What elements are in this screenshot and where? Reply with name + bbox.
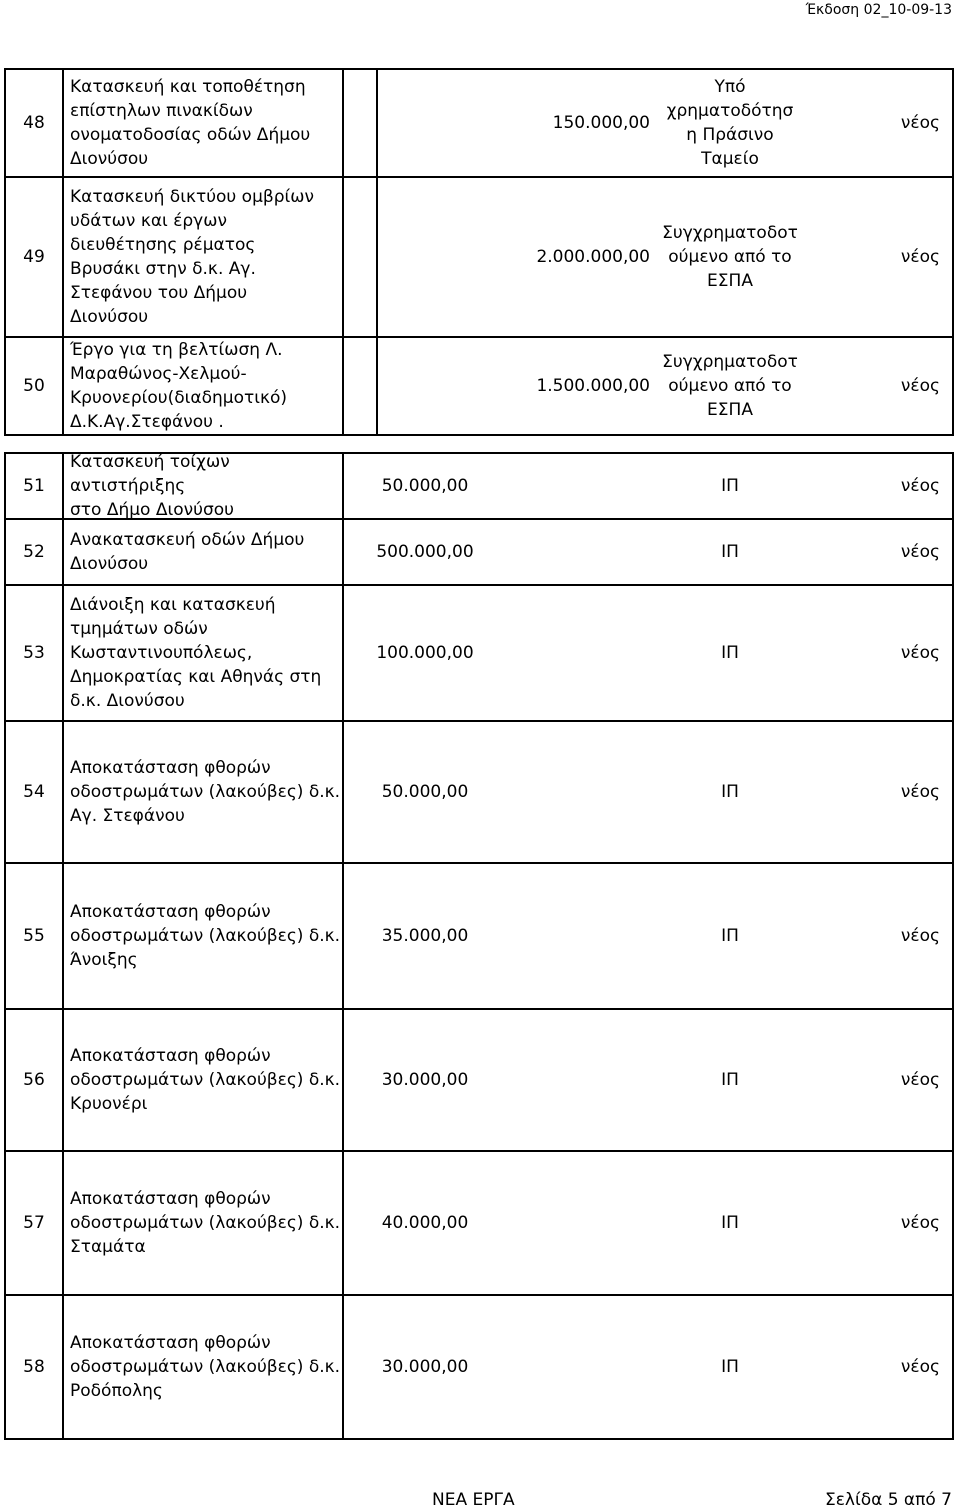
funding-source — [656, 586, 804, 720]
project-status-text: νέος — [900, 643, 940, 663]
project-status-text: νέος — [900, 376, 940, 396]
project-status-text: νέος — [900, 926, 940, 946]
funding-source — [656, 178, 804, 336]
project-amount — [536, 178, 650, 336]
project-amount — [536, 338, 650, 434]
project-amount — [351, 1152, 499, 1294]
funding-source — [656, 520, 804, 584]
project-description — [64, 1296, 344, 1438]
row-number — [6, 338, 64, 434]
project-amount — [351, 864, 499, 1008]
row-number — [6, 1296, 64, 1438]
funding-source — [656, 722, 804, 862]
project-description — [64, 520, 344, 584]
version-label: Έκδοση 02_10-09-13 — [805, 2, 952, 18]
project-description — [64, 1152, 344, 1294]
row-number — [6, 520, 64, 584]
project-amount — [351, 520, 499, 584]
project-description — [64, 70, 344, 176]
project-description-text: Αποκατάσταση φθορών οδοστρωμάτων (λακούβες) δ.κ. Άνοιξης — [70, 902, 341, 970]
table-row — [4, 336, 954, 436]
project-amount — [351, 1010, 499, 1150]
project-status — [901, 178, 940, 336]
project-status — [901, 722, 940, 862]
table-row — [4, 518, 954, 586]
table-row — [4, 1150, 954, 1296]
project-amount-text: 30.000,00 — [381, 1357, 469, 1377]
footer-section: ΝΕΑ ΕΡΓΑ — [432, 1490, 515, 1510]
table-row — [4, 452, 954, 520]
funding-source-text: ΙΠ — [721, 1070, 739, 1090]
project-amount-text: 100.000,00 — [376, 643, 474, 663]
funding-source-text: Υπό χρηματοδότησ η Πράσινο Ταμείο — [666, 77, 794, 169]
project-amount — [351, 722, 499, 862]
project-status — [901, 70, 940, 176]
row-number-text: 53 — [23, 643, 45, 663]
project-amount-text: 50.000,00 — [381, 782, 469, 802]
funding-source — [656, 338, 804, 434]
funding-source-text: Συγχρηματοδοτ ούμενο από το ΕΣΠΑ — [662, 223, 798, 291]
project-status — [901, 1010, 940, 1150]
project-amount — [351, 586, 499, 720]
row-number-text: 51 — [23, 476, 45, 496]
funding-source-text: ΙΠ — [721, 926, 739, 946]
project-description — [64, 722, 344, 862]
row-number — [6, 178, 64, 336]
project-description-text: Κατασκευή δικτύου ομβρίων υδάτων και έργων διευθέτησης ρέματος Βρυσάκι στην δ.κ. Αγ. Στεφάνου του Δήμου Διονύσου — [70, 187, 315, 327]
project-description — [64, 338, 344, 434]
funding-source — [656, 1152, 804, 1294]
row-number — [6, 1010, 64, 1150]
table-row — [4, 584, 954, 722]
funding-source — [656, 864, 804, 1008]
row-number-text: 55 — [23, 926, 45, 946]
row-number — [6, 722, 64, 862]
funding-source — [656, 70, 804, 176]
project-description-text: Κατασκευή τοίχων αντιστήριξης στο Δήμο Διονύσου — [70, 452, 234, 520]
project-description-text: Κατασκευή και τοποθέτηση επίστηλων πινακίδων ονοματοδοσίας οδών Δήμου Διονύσου — [70, 77, 311, 169]
project-status-text: νέος — [900, 476, 940, 496]
project-amount-text: 2.000.000,00 — [536, 247, 650, 267]
project-description — [64, 864, 344, 1008]
project-status-text: νέος — [900, 113, 940, 133]
project-description — [64, 178, 344, 336]
table-row — [4, 1294, 954, 1440]
funding-source-text: ΙΠ — [721, 1213, 739, 1233]
row-number — [6, 586, 64, 720]
empty-cell — [346, 178, 378, 336]
row-number — [6, 864, 64, 1008]
project-amount-text: 30.000,00 — [381, 1070, 469, 1090]
table-row — [4, 176, 954, 338]
project-status — [901, 520, 940, 584]
row-number — [6, 70, 64, 176]
row-number — [6, 454, 64, 518]
empty-cell — [346, 70, 378, 176]
funding-source — [656, 454, 804, 518]
row-number-text: 56 — [23, 1070, 45, 1090]
table-row — [4, 862, 954, 1010]
empty-cell — [346, 338, 378, 434]
project-description — [64, 586, 344, 720]
row-number-text: 58 — [23, 1357, 45, 1377]
project-status — [901, 338, 940, 434]
project-description — [64, 454, 344, 518]
funding-source-text: ΙΠ — [721, 476, 739, 496]
project-status-text: νέος — [900, 247, 940, 267]
project-status-text: νέος — [900, 1070, 940, 1090]
funding-source-text: Συγχρηματοδοτ ούμενο από το ΕΣΠΑ — [662, 352, 798, 420]
project-description — [64, 1010, 344, 1150]
funding-source-text: ΙΠ — [721, 643, 739, 663]
funding-source — [656, 1296, 804, 1438]
row-number-text: 48 — [23, 113, 45, 133]
project-status-text: νέος — [900, 542, 940, 562]
project-description-text: Αποκατάσταση φθορών οδοστρωμάτων (λακούβες) δ.κ. Κρυονέρι — [70, 1046, 341, 1114]
project-description-text: Ανακατασκευή οδών Δήμου Διονύσου — [70, 530, 305, 574]
row-number — [6, 1152, 64, 1294]
project-description-text: Διάνοιξη και κατασκευή τμημάτων οδών Κωσταντινουπόλεως, Δημοκρατίας και Αθηνάς στη δ.κ. Διονύσου — [70, 595, 322, 711]
project-amount-text: 500.000,00 — [376, 542, 474, 562]
project-status — [901, 864, 940, 1008]
project-description-text: Αποκατάσταση φθορών οδοστρωμάτων (λακούβες) δ.κ. Σταμάτα — [70, 1189, 341, 1257]
table-row — [4, 68, 954, 178]
project-amount-text: 35.000,00 — [381, 926, 469, 946]
project-status-text: νέος — [900, 1357, 940, 1377]
funding-source — [656, 1010, 804, 1150]
row-number-text: 50 — [23, 376, 45, 396]
row-number-text: 52 — [23, 542, 45, 562]
project-status — [901, 586, 940, 720]
project-status — [901, 454, 940, 518]
funding-source-text: ΙΠ — [721, 1357, 739, 1377]
project-description-text: Αποκατάσταση φθορών οδοστρωμάτων (λακούβες) δ.κ. Αγ. Στεφάνου — [70, 758, 341, 826]
table-row — [4, 1008, 954, 1152]
row-number-text: 54 — [23, 782, 45, 802]
project-amount-text: 1.500.000,00 — [536, 376, 650, 396]
project-amount-text: 50.000,00 — [381, 476, 469, 496]
project-amount-text: 150.000,00 — [552, 113, 650, 133]
table-row — [4, 720, 954, 864]
row-number-text: 49 — [23, 247, 45, 267]
project-amount — [553, 70, 650, 176]
project-status — [901, 1296, 940, 1438]
row-number-text: 57 — [23, 1213, 45, 1233]
project-status-text: νέος — [900, 782, 940, 802]
footer-page-number: Σελίδα 5 από 7 — [824, 1490, 952, 1510]
project-amount — [351, 454, 499, 518]
project-amount — [351, 1296, 499, 1438]
project-description-text: Αποκατάσταση φθορών οδοστρωμάτων (λακούβες) δ.κ. Ροδόπολης — [70, 1333, 341, 1401]
funding-source-text: ΙΠ — [721, 782, 739, 802]
project-status-text: νέος — [900, 1213, 940, 1233]
funding-source-text: ΙΠ — [721, 542, 739, 562]
project-amount-text: 40.000,00 — [381, 1213, 469, 1233]
project-status — [901, 1152, 940, 1294]
project-description-text: Έργο για τη βελτίωση Λ. Μαραθώνος-Χελμού- Κρυονερίου(διαδημοτικό) Δ.Κ.Αγ.Στεφάνου . — [70, 340, 288, 432]
